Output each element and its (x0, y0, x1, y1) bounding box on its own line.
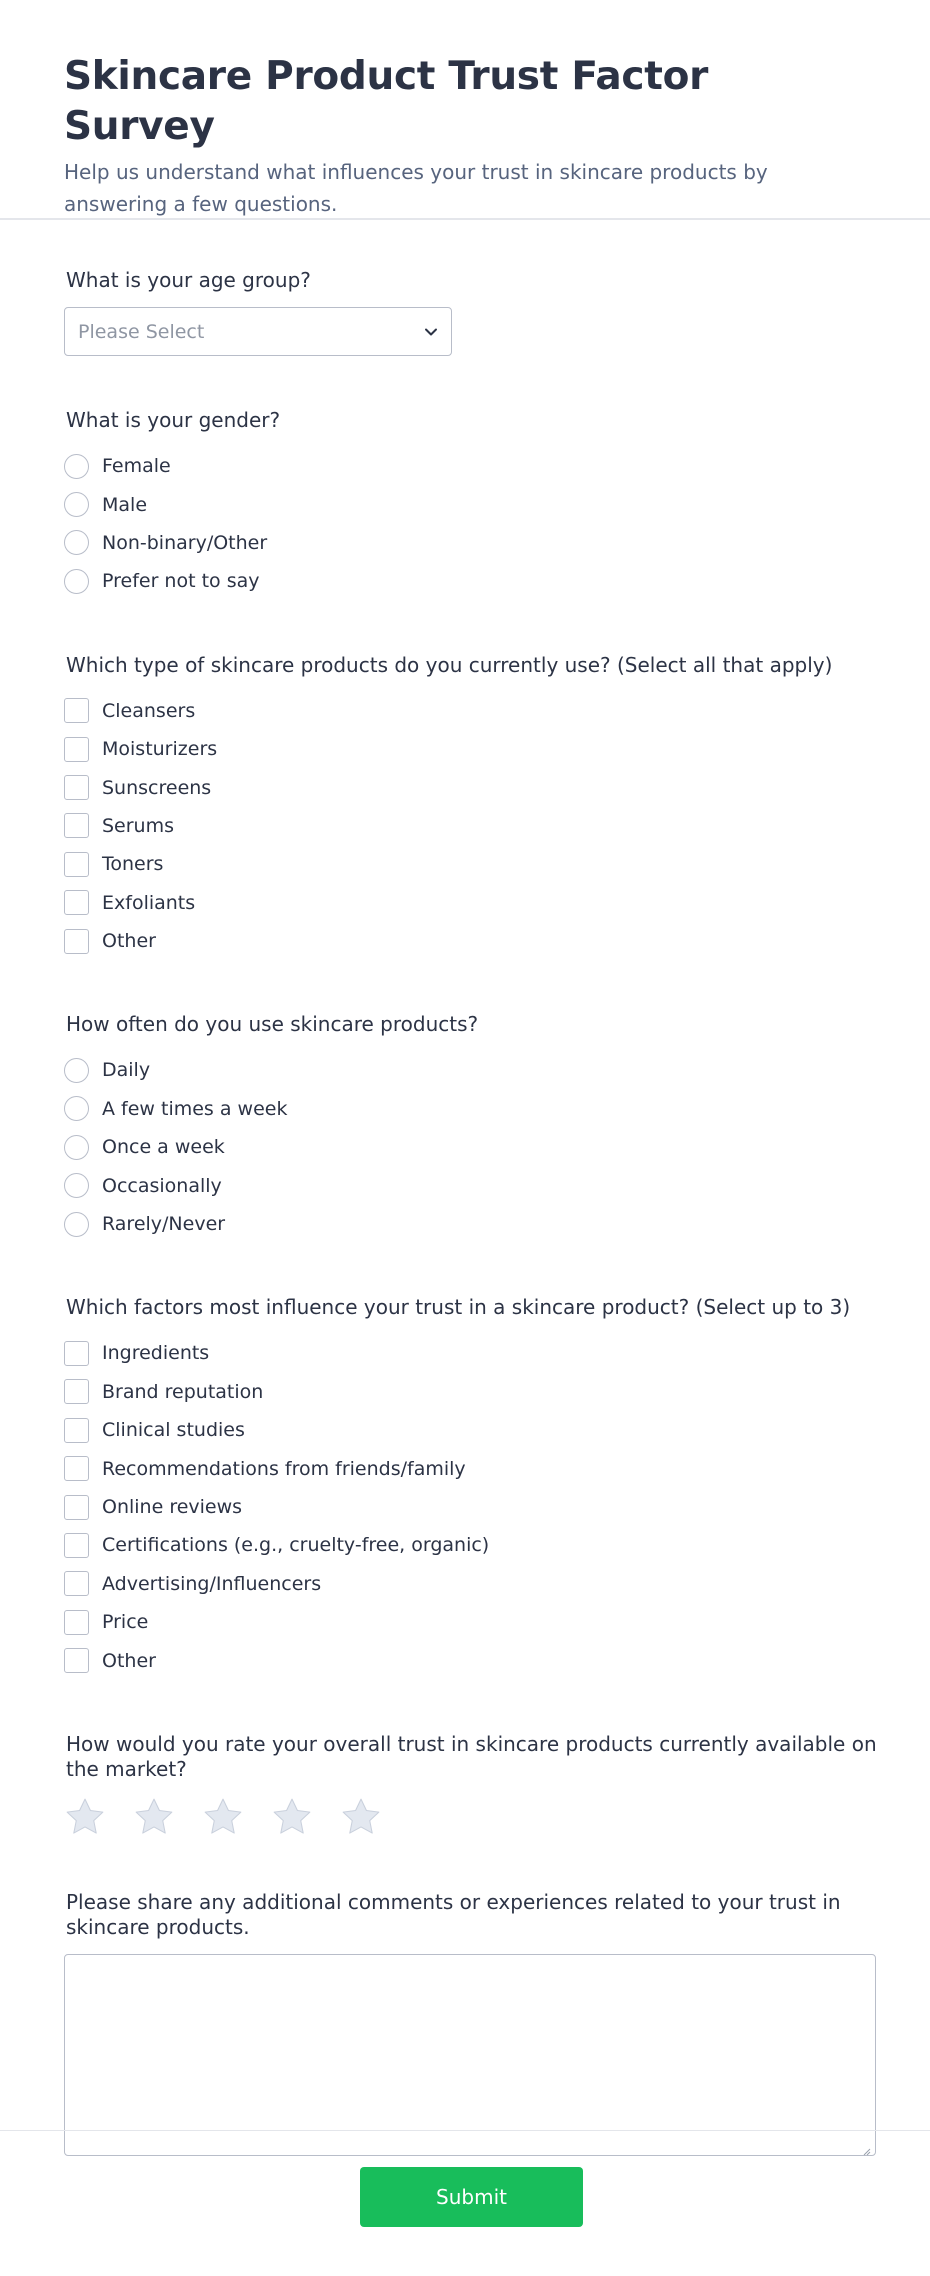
question-label: How often do you use skincare products? (66, 1012, 479, 1037)
star-rating (64, 1796, 866, 1838)
checkbox[interactable] (64, 1379, 89, 1404)
option-label: Rarely/Never (102, 1213, 226, 1236)
radio-button[interactable] (64, 1135, 89, 1160)
option-label: Toners (102, 853, 164, 876)
checkbox-option[interactable] (66, 1449, 866, 1487)
radio-option[interactable] (66, 1128, 866, 1166)
checkbox-option[interactable] (66, 768, 866, 806)
option-label: Recommendations from friends/family (102, 1457, 466, 1480)
option-label: Cleansers (102, 699, 196, 722)
question-label: What is your age group? (66, 268, 311, 292)
radio-option[interactable] (66, 485, 866, 523)
checkbox[interactable] (64, 775, 89, 800)
checkbox[interactable] (64, 698, 89, 723)
radio-option[interactable] (66, 1051, 866, 1089)
radio-button[interactable] (64, 454, 89, 479)
checkbox[interactable] (64, 1533, 89, 1558)
checkbox[interactable] (64, 1610, 89, 1635)
checkbox-option[interactable] (66, 692, 866, 730)
checkbox[interactable] (64, 1495, 89, 1520)
select-placeholder: Please Select (78, 320, 205, 343)
radio-button[interactable] (64, 1173, 89, 1198)
option-label: Price (102, 1611, 149, 1634)
radio-button[interactable] (64, 1212, 89, 1237)
radio-option[interactable] (66, 524, 866, 562)
radio-option[interactable] (66, 1090, 866, 1128)
option-label: Exfoliants (102, 891, 196, 914)
survey-form (0, 220, 930, 2156)
checkbox[interactable] (64, 1648, 89, 1673)
question-comments (66, 1890, 866, 2156)
option-label: A few times a week (102, 1097, 288, 1120)
checkbox-option[interactable] (66, 1603, 866, 1641)
form-footer (0, 2130, 930, 2276)
question-frequency (66, 1012, 866, 1243)
page-title: Skincare Product Trust Factor Survey (64, 54, 708, 149)
option-label: Moisturizers (102, 738, 218, 761)
checkbox-option[interactable] (66, 1526, 866, 1564)
question-label: Which type of skincare products do you currently use? (Select all that apply) (66, 652, 833, 677)
checkbox-option[interactable] (66, 884, 866, 922)
question-age (66, 268, 866, 356)
factor-options (66, 1334, 866, 1680)
option-label: Online reviews (102, 1496, 243, 1518)
radio-button[interactable] (64, 492, 89, 517)
option-label: Ingredients (102, 1342, 210, 1365)
checkbox-option[interactable] (66, 922, 866, 960)
age-group-select[interactable] (64, 307, 452, 356)
option-label: Occasionally (102, 1174, 222, 1197)
form-header (0, 0, 930, 220)
checkbox[interactable] (64, 1571, 89, 1596)
option-label: Serums (102, 814, 175, 837)
checkbox-option[interactable] (66, 1565, 866, 1603)
question-factors (66, 1295, 866, 1680)
checkbox-option[interactable] (66, 845, 866, 883)
checkbox-option[interactable] (66, 1334, 866, 1372)
option-label: Brand reputation (102, 1380, 264, 1403)
option-label: Other (102, 1649, 156, 1672)
question-label: What is your gender? (66, 408, 281, 432)
option-label: Certifications (e.g., cruelty-free, organic) (102, 1534, 490, 1557)
checkbox[interactable] (64, 1341, 89, 1366)
question-gender (66, 408, 866, 601)
radio-button[interactable] (64, 569, 89, 594)
star-icon[interactable] (64, 1796, 106, 1838)
option-label: Male (102, 493, 148, 516)
frequency-options (66, 1051, 866, 1243)
checkbox[interactable] (64, 737, 89, 762)
checkbox-option[interactable] (66, 1488, 866, 1526)
question-label: Please share any additional comments or experiences related to your trust in skincare products. (66, 1889, 841, 1939)
radio-option[interactable] (66, 1166, 866, 1204)
radio-option[interactable] (66, 562, 866, 600)
radio-button[interactable] (64, 1058, 89, 1083)
checkbox-option[interactable] (66, 807, 866, 845)
chevron-down-icon (423, 323, 439, 339)
checkbox[interactable] (64, 1456, 89, 1481)
star-icon[interactable] (340, 1796, 382, 1838)
question-label: How would you rate your overall trust in skincare products currently available on the market? (66, 1731, 877, 1781)
star-icon[interactable] (271, 1796, 313, 1838)
page-subtitle: Help us understand what influences your trust in skincare products by answering a few questions. (64, 160, 768, 216)
checkbox[interactable] (64, 813, 89, 838)
option-label: Clinical studies (102, 1419, 245, 1442)
checkbox-option[interactable] (66, 730, 866, 768)
question-label: Which factors most influence your trust in a skincare product? (Select up to 3) (66, 1295, 851, 1320)
checkbox[interactable] (64, 1418, 89, 1443)
product-options (66, 692, 866, 961)
radio-option[interactable] (66, 447, 866, 485)
radio-button[interactable] (64, 1096, 89, 1121)
checkbox-option[interactable] (66, 1373, 866, 1411)
checkbox-option[interactable] (66, 1411, 866, 1449)
option-label: Daily (102, 1059, 151, 1082)
checkbox[interactable] (64, 852, 89, 877)
option-label: Female (102, 455, 171, 478)
checkbox[interactable] (64, 890, 89, 915)
star-icon[interactable] (202, 1796, 244, 1838)
comments-textarea[interactable] (64, 1954, 876, 2156)
option-label: Prefer not to say (102, 570, 260, 593)
radio-button[interactable] (64, 530, 89, 555)
gender-options (66, 447, 866, 601)
option-label: Sunscreens (102, 776, 212, 799)
star-icon[interactable] (133, 1796, 175, 1838)
question-rating (66, 1731, 877, 1838)
checkbox-option[interactable] (66, 1641, 866, 1679)
question-products (66, 653, 866, 961)
checkbox[interactable] (64, 929, 89, 954)
option-label: Once a week (102, 1136, 225, 1159)
option-label: Other (102, 930, 156, 953)
radio-option[interactable] (66, 1205, 866, 1243)
submit-button[interactable]: Submit (360, 2167, 583, 2227)
option-label: Advertising/Influencers (102, 1572, 322, 1595)
option-label: Non-binary/Other (102, 531, 268, 554)
